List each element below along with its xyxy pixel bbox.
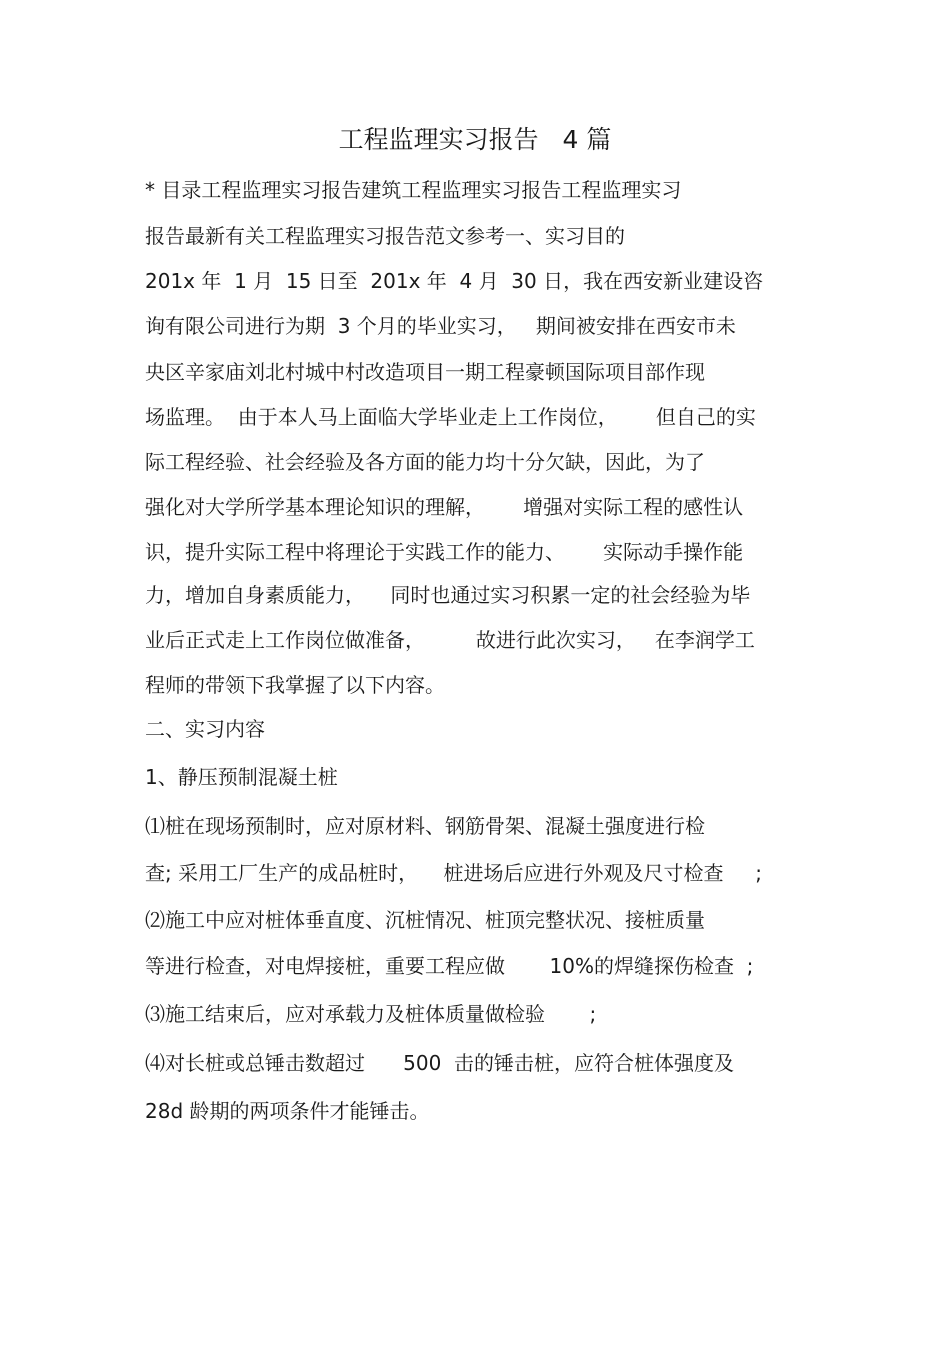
paragraph-line: 场监理。 由于本人马上面临大学毕业走上工作岗位， 但自己的实 [145,405,756,429]
paragraph-line: 力，增加自身素质能力， 同时也通过实习积累一定的社会经验为毕 [145,583,751,607]
paragraph-line: ⑷对长桩或总锤击数超过 500 击的锤击桩，应符合桩体强度及 [145,1051,735,1075]
paragraph-line: 等进行检查，对电焊接桩，重要工程应做 10%的焊缝探伤检查 ; [145,954,754,978]
paragraph-line: 查; 采用工厂生产的成品桩时， 桩进场后应进行外观及尺寸检查 ; [145,861,763,885]
section-heading: 二、实习内容 [145,717,265,741]
document-title: 工程监理实习报告 4 篇 [338,125,612,154]
paragraph-line: 业后正式走上工作岗位做准备， 故进行此次实习， 在李润学工 [145,628,755,652]
paragraph-line: * 目录工程监理实习报告建筑工程监理实习报告工程监理实习 [145,178,682,202]
subsection-heading: 1、静压预制混凝土桩 [145,765,338,789]
paragraph-line: 询有限公司进行为期 3 个月的毕业实习， 期间被安排在西安市未 [145,314,736,338]
paragraph-line: 际工程经验、社会经验及各方面的能力均十分欠缺，因此，为了 [145,450,705,474]
paragraph-line: 识，提升实际工程中将理论于实践工作的能力、 实际动手操作能 [145,540,744,564]
paragraph-line: 报告最新有关工程监理实习报告范文参考一、实习目的 [145,224,625,248]
paragraph-line: ⑴桩在现场预制时，应对原材料、钢筋骨架、混凝土强度进行检 [145,814,705,838]
paragraph-line: ⑵施工中应对桩体垂直度、沉桩情况、桩顶完整状况、接桩质量 [145,908,705,932]
paragraph-line: 程师的带领下我掌握了以下内容。 [145,673,445,697]
paragraph-line: 强化对大学所学基本理论知识的理解， 增强对实际工程的感性认 [145,495,744,519]
paragraph-line: 201x 年 1 月 15 日至 201x 年 4 月 30 日，我在西安新业建设咨 [145,269,764,293]
paragraph-line: 28d 龄期的两项条件才能锤击。 [145,1099,430,1123]
paragraph-line: 央区辛家庙刘北村城中村改造项目一期工程豪顿国际项目部作现 [145,360,705,384]
paragraph-line: ⑶施工结束后，应对承载力及桩体质量做检验 ; [145,1002,597,1026]
